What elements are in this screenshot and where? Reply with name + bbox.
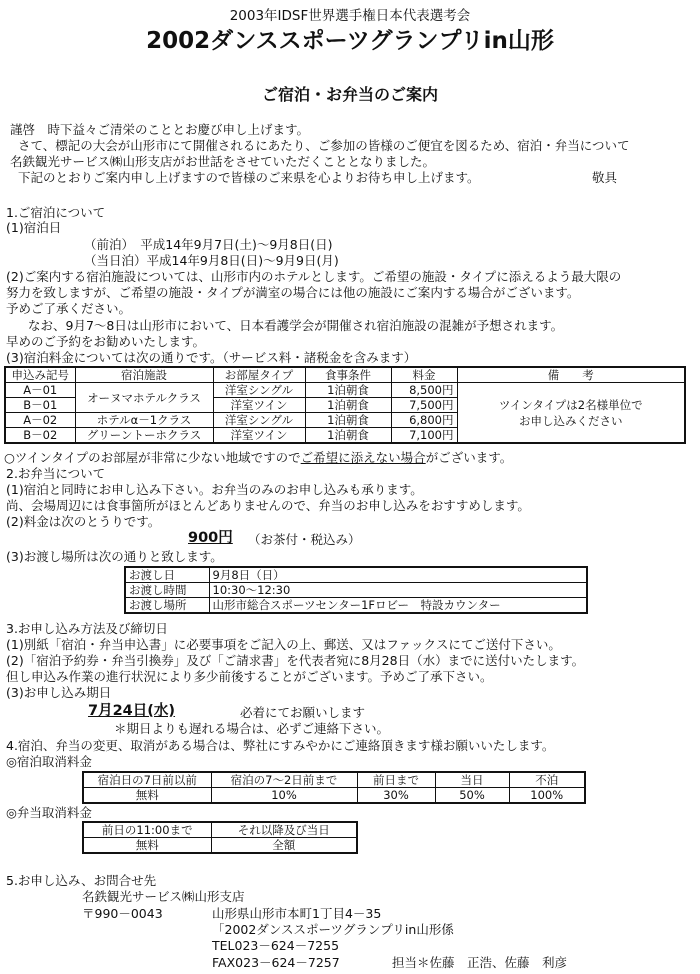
intro-line: 下記のとおりご案内申し上げますので皆様のご来県を心よりお待ち申し上げます。	[18, 170, 480, 185]
hotel-policy: 努力を致しますが、ご希望の施設・タイプが満室の場合には他の施設にご案内する場合がございます。	[6, 285, 580, 300]
hotel-name: グリーントーホクラス	[75, 428, 213, 444]
deadline-heading: (3)お申し込み期日	[6, 685, 112, 700]
twin-note-emphasis: ご希望に添えない場合	[300, 450, 426, 465]
rate-code: B－01	[5, 398, 75, 413]
table-header: 宿泊の7～2日前まで	[211, 772, 357, 788]
table-header: お部屋タイプ	[213, 367, 305, 383]
delivery-heading: (3)お渡し場所は次の通りと致します。	[6, 549, 223, 564]
stay-date-pre: （前泊） 平成14年9月7日(土)～9月8日(日)	[84, 237, 333, 252]
section4-title: 4.宿泊、弁当の変更、取消がある場合は、弊社にすみやかにご連絡頂きます様お願いいたします。	[6, 738, 555, 753]
delivery-label: お渡し場所	[125, 598, 209, 614]
bento-text: 尚、会場周辺には食事箇所がほとんどありませんので、弁当のお申し込みをおすすめします。	[6, 498, 530, 513]
delivery-value: 山形市総合スポーツセンター1Fロビー 特設カウンター	[209, 598, 587, 614]
intro-line: さて、標記の大会が山形市にて開催されるにあたり、ご参加の皆様のご便宜を図るため、宿泊・弁当について	[18, 138, 630, 153]
rate-heading: (3)宿泊料金については次の通りです。（サービス料・諸税金を含みます）	[6, 350, 417, 365]
delivery-value: 10:30～12:30	[209, 583, 587, 598]
contact-address: 山形県山形市本町1丁目4－35	[212, 906, 382, 921]
twin-note: ○ツインタイプのお部屋が非常に少ない地域ですのでご希望に添えない場合がございます。	[4, 450, 513, 465]
hotel-name: ホテルα－1クラス	[75, 413, 213, 428]
bento-price-note: （お茶付・税込み）	[248, 532, 361, 547]
rate-code: B－02	[5, 428, 75, 444]
intro-greeting: 謹啓 時下益々ご清栄のこととお慶び申し上げます。	[10, 122, 310, 137]
apply-text: (2)「宿泊予約券・弁当引換券」及び「ご請求書」を代表者宛に8月28日（水）までに送付いたします。	[6, 653, 585, 668]
hotel-notice: 早めのご予約をお勧めいたします。	[6, 334, 206, 349]
rate-remark	[457, 383, 685, 444]
table-header-row	[83, 772, 585, 788]
rate-code: A－02	[5, 413, 75, 428]
meal-plan: 1泊朝食	[305, 413, 391, 428]
apply-text: (1)別紙「宿泊・弁当申込書」に必要事項をご記入の上、郵送、又はファックスにてご送付下さい。	[6, 637, 561, 652]
header-title: 2002ダンススポーツグランプリin山形	[146, 28, 554, 54]
table-row	[83, 788, 585, 804]
remark-line: ツインタイプは2名様単位で	[498, 397, 643, 412]
meal-plan: 1泊朝食	[305, 428, 391, 444]
table-header: 備 考	[457, 367, 685, 383]
delivery-table	[124, 566, 588, 614]
cancel-fee: 無料	[83, 838, 211, 854]
cancel-fee-heading: ◎宿泊取消料金	[6, 754, 92, 769]
hotel-policy: (2)ご案内する宿泊施設については、山形市内のホテルとします。ご希望の施設・タイプに添えるよう最大限の	[6, 269, 622, 284]
delivery-label: お渡し時間	[125, 583, 209, 598]
table-header: 不泊	[509, 772, 585, 788]
delivery-value: 9月8日（日）	[209, 567, 587, 583]
intro-closing: 敬具	[592, 170, 618, 185]
table-header: 当日	[435, 772, 509, 788]
table-header: 料金	[391, 367, 457, 383]
hotel-notice: なお、9月7～8日は山形市において、日本看護学会が開催され宿泊施設の混雑が予想されます。	[28, 318, 564, 333]
section1-title: 1.ご宿泊について	[6, 205, 106, 220]
table-header: 食事条件	[305, 367, 391, 383]
stay-dates-heading: (1)宿泊日	[6, 220, 62, 235]
header-subtitle: ご宿泊・お弁当のご案内	[261, 85, 438, 104]
rate-price: 7,100円	[391, 428, 457, 444]
room-type: 洋室シングル	[213, 413, 305, 428]
cancel-fee: 50%	[435, 788, 509, 804]
bento-cancel-table	[82, 821, 358, 854]
table-row	[125, 598, 587, 614]
bento-price-heading: (2)料金は次のとうりです。	[6, 514, 161, 529]
cancel-fee: 無料	[83, 788, 211, 804]
cancel-fee: 30%	[357, 788, 435, 804]
bento-text: (1)宿泊と同時にお申し込み下さい。お弁当のみのお申し込みも承ります。	[6, 482, 423, 497]
deadline-note: 必着にてお願いします	[240, 705, 366, 720]
room-type: 洋室ツイン	[213, 398, 305, 413]
rate-price: 8,500円	[391, 383, 457, 398]
contact-zip: 〒990－0043	[82, 906, 163, 921]
section3-title: 3.お申し込み方法及び締切日	[6, 621, 168, 636]
room-type: 洋室シングル	[213, 383, 305, 398]
cancel-fee: 10%	[211, 788, 357, 804]
table-header: 宿泊施設	[75, 367, 213, 383]
table-row	[5, 383, 685, 398]
stay-date-day: （当日泊）平成14年9月8日(日)～9月9日(月)	[84, 253, 339, 268]
late-note: ＊期日よりも遅れる場合は、必ずご連絡下さい。	[114, 721, 390, 736]
contact-tel: TEL023－624－7255	[212, 938, 340, 953]
rate-code: A－01	[5, 383, 75, 398]
header-event: 2003年IDSF世界選手権日本代表選考会	[229, 8, 471, 24]
meal-plan: 1泊朝食	[305, 383, 391, 398]
apply-text: 但し申込み作業の進行状況により多少前後することがございます。予めご了承下さい。	[6, 669, 493, 684]
table-row	[125, 583, 587, 598]
section5-title: 5.お申し込み、お問合せ先	[6, 873, 157, 888]
meal-plan: 1泊朝食	[305, 398, 391, 413]
table-row	[83, 838, 357, 854]
room-type: 洋室ツイン	[213, 428, 305, 444]
table-header: 前日の11:00まで	[83, 822, 211, 838]
cancel-fee: 100%	[509, 788, 585, 804]
hotel-rate-table	[4, 366, 686, 444]
table-header: 前日まで	[357, 772, 435, 788]
contact-fax: FAX023－624－7257	[212, 955, 340, 970]
table-header: 宿泊日の7日前以前	[83, 772, 211, 788]
section2-title: 2.お弁当について	[6, 466, 106, 481]
stay-cancel-table	[82, 771, 586, 804]
delivery-label: お渡し日	[125, 567, 209, 583]
hotel-policy: 予めご了承ください。	[6, 301, 132, 316]
table-row	[125, 567, 587, 583]
remark-line: お申し込みください	[519, 413, 623, 428]
hotel-name: オーヌマホテルクラス	[75, 383, 213, 413]
rate-price: 7,500円	[391, 398, 457, 413]
bento-cancel-heading: ◎弁当取消料金	[6, 805, 92, 820]
rate-price: 6,800円	[391, 413, 457, 428]
contact-staff: 担当＊佐藤 正浩、佐藤 利彦	[392, 955, 568, 970]
cancel-fee: 全額	[211, 838, 357, 854]
table-header-row	[5, 367, 685, 383]
table-header: 申込み記号	[5, 367, 75, 383]
deadline-date: 7月24日(水)	[88, 703, 176, 719]
intro-line: 名鉄観光サービス㈱山形支店がお世話をさせていただくこととなりました。	[10, 154, 436, 169]
bento-price: 900円	[188, 530, 233, 546]
table-header: それ以降及び当日	[211, 822, 357, 838]
contact-company: 名鉄観光サービス㈱山形支店	[82, 889, 245, 904]
table-header-row	[83, 822, 357, 838]
contact-dept: 「2002ダンススポーツグランプリin山形係	[212, 922, 454, 937]
